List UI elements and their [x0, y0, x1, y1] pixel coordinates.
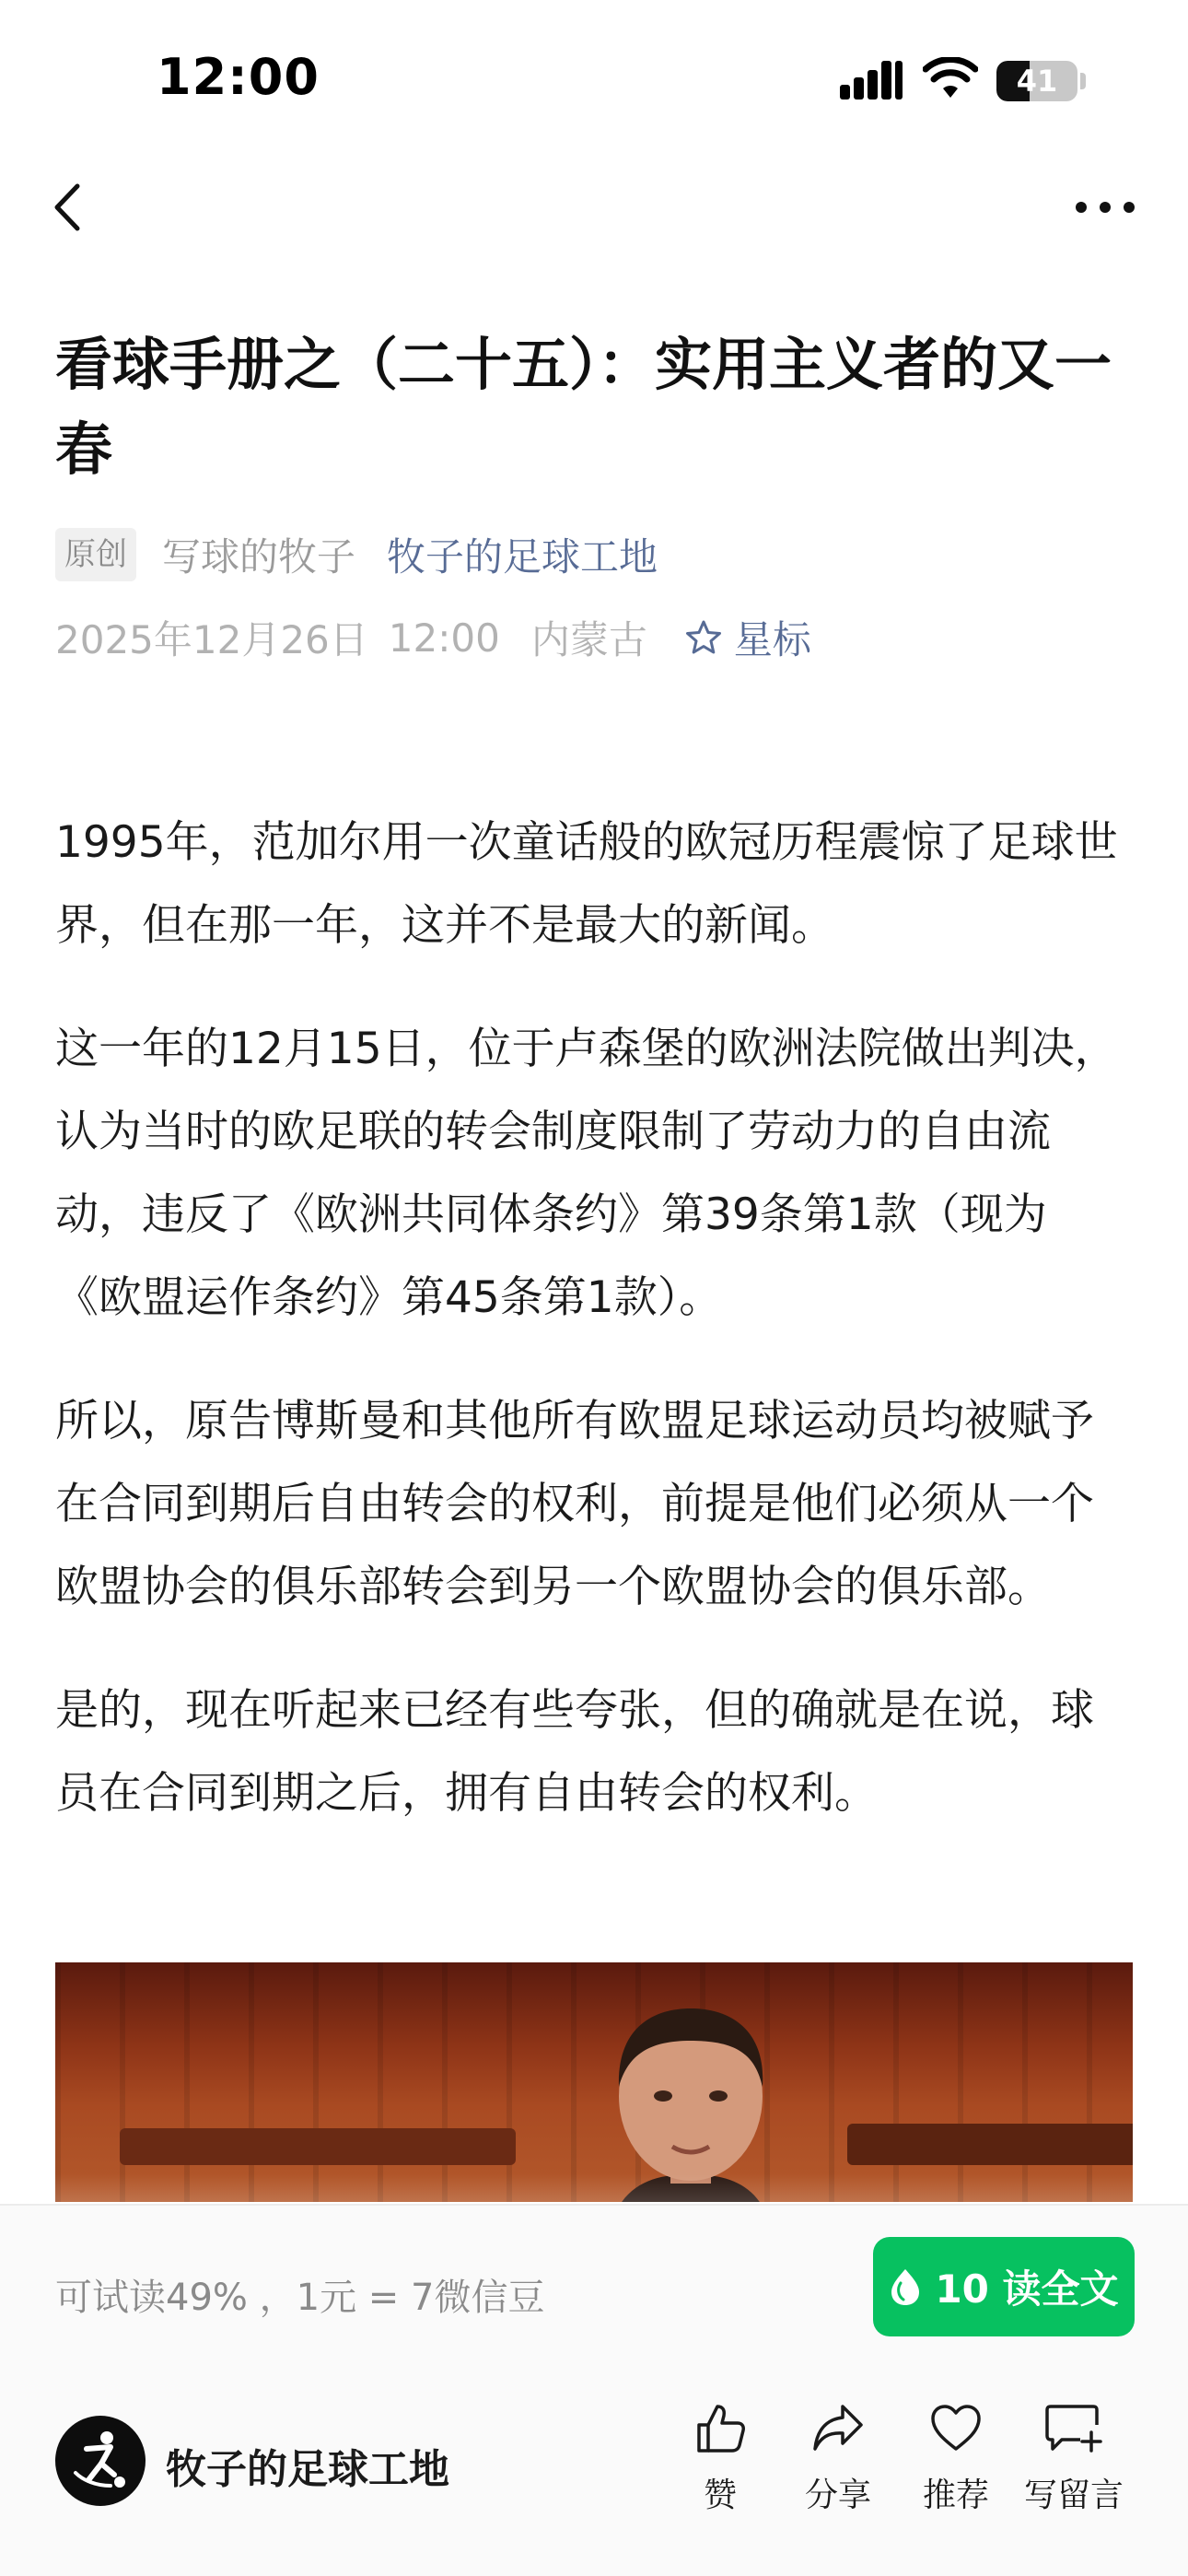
battery-cap [1080, 73, 1086, 89]
avatar-logo-icon [55, 2416, 146, 2506]
thumbs-up-icon [692, 2399, 749, 2456]
article-meta [55, 525, 658, 584]
status-bar [0, 0, 1188, 157]
battery-icon [996, 61, 1077, 101]
article-body [55, 802, 1133, 1876]
comment-button[interactable] [1019, 2399, 1129, 2516]
publish-time: 12:00 [388, 615, 500, 661]
account-name[interactable]: 牧子的足球工地 [166, 2446, 449, 2493]
account-link[interactable]: 牧子的足球工地 [387, 534, 658, 580]
like-button[interactable] [665, 2399, 775, 2516]
publish-date: 2025年12月26日 [55, 617, 368, 662]
share-icon [809, 2399, 867, 2456]
star-icon [684, 618, 723, 657]
article-title: 看球手册之（二十五）：实用主义者的又一春 [55, 331, 1112, 483]
comment-icon [1043, 2399, 1104, 2456]
comment-label: 写留言 [1023, 2476, 1124, 2514]
trial-read-text: 可试读49% ，1元 = 7微信豆 [55, 2277, 545, 2319]
status-time: 12:00 [157, 48, 320, 106]
original-badge: 原创 [55, 528, 136, 581]
image-fade [55, 2174, 1133, 2202]
wifi-icon [923, 57, 978, 101]
share-button[interactable] [783, 2399, 893, 2516]
avatar[interactable] [55, 2416, 146, 2506]
read-full-button[interactable] [873, 2237, 1135, 2336]
bottom-bar [0, 2204, 1188, 2576]
battery-level: 41 [1016, 64, 1058, 99]
more-icon[interactable] [1068, 184, 1142, 230]
signal-icon [840, 61, 904, 100]
publish-location: 内蒙古 [530, 617, 647, 662]
image-desk [120, 2128, 516, 2165]
paragraph: 所以，原告博斯曼和其他所有欧盟足球运动员均被赋予在合同到期后自由转会的权利，前提是他们必须从一个欧盟协会的俱乐部转会到另一个欧盟协会的俱乐部。 [55, 1396, 1094, 1612]
image-person [571, 1999, 810, 2202]
recommend-button[interactable] [901, 2399, 1011, 2516]
paragraph: 这一年的12月15日，位于卢森堡的欧洲法院做出判决，认为当时的欧足联的转会制度限制了劳动力的自由流动，违反了《欧洲共同体条约》第39条第1款（现为《欧盟运作条约》第45条第1款）。 [55, 1024, 1118, 1323]
image-desk [847, 2124, 1133, 2165]
read-full-label: 10 读全文 [935, 2266, 1119, 2312]
article-image[interactable] [55, 1962, 1133, 2202]
publish-info [55, 608, 811, 667]
heart-icon [927, 2399, 984, 2456]
paragraph: 是的，现在听起来已经有些夸张，但的确就是在说，球员在合同到期之后，拥有自由转会的权利。 [55, 1685, 1094, 1819]
chevron-left-icon[interactable] [37, 175, 101, 240]
bean-icon [889, 2266, 922, 2307]
like-label: 赞 [703, 2476, 737, 2514]
share-label: 分享 [804, 2476, 871, 2514]
recommend-label: 推荐 [922, 2476, 989, 2514]
author-name: 写球的牧子 [162, 534, 356, 580]
paragraph: 1995年，范加尔用一次童话般的欧冠历程震惊了足球世界，但在那一年，这并不是最大的新闻。 [55, 817, 1118, 951]
star-button[interactable] [684, 610, 811, 665]
star-label: 星标 [733, 617, 811, 662]
